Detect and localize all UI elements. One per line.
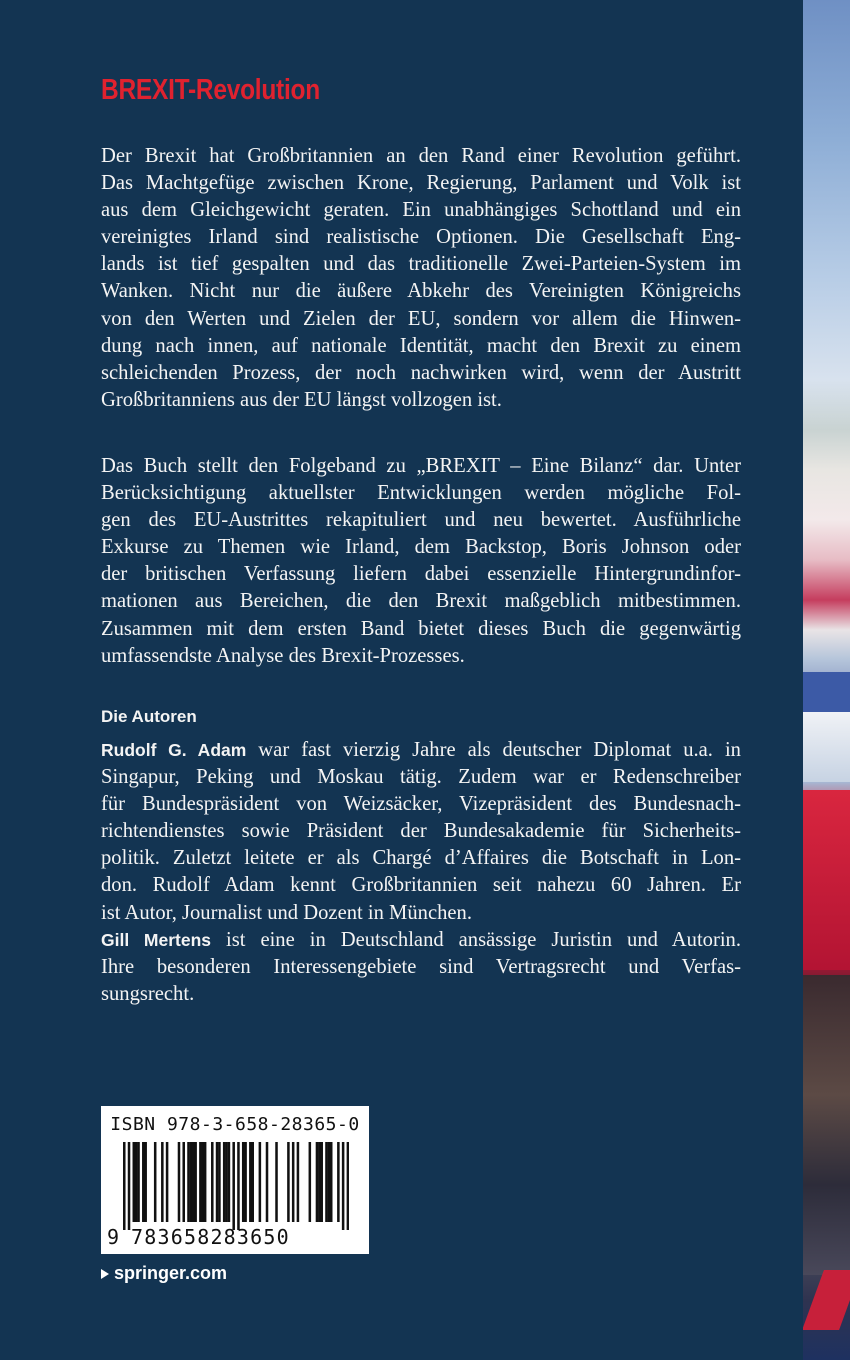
bus-red-shape	[803, 1270, 850, 1330]
author-name: Rudolf G. Adam	[101, 740, 247, 760]
text-line: schleichenden Prozess, der noch nachwirken wird, wenn der Austritt	[101, 361, 741, 384]
text-line: gen des EU-Austrittes rekapituliert und neu bewertet. Ausführliche	[101, 509, 741, 532]
barcode-bar	[330, 1142, 333, 1222]
barcode-bar	[178, 1142, 181, 1222]
text-line: Singapur, Peking und Moskau tätig. Zudem war er Redenschreiber	[101, 766, 741, 789]
cover-photo-edge	[803, 0, 850, 1360]
building-silhouette	[803, 975, 850, 1275]
text-line: don. Rudolf Adam kennt Großbritannien seit nahezu 60 Jahren. Er	[101, 874, 741, 897]
barcode-bar	[320, 1142, 323, 1222]
authors-heading: Die Autoren	[101, 707, 197, 726]
barcode-bar	[133, 1142, 136, 1222]
barcode-bar	[244, 1142, 247, 1222]
text-line: mationen aus Bereichen, die den Brexit maßgeblich mitbestimmen.	[101, 590, 741, 613]
description-paragraph-2	[101, 453, 741, 670]
barcode-bar	[259, 1142, 262, 1222]
text-line: Das Machtgefüge zwischen Krone, Regierung, Parlament und Volk ist	[101, 172, 741, 195]
text-line: Berücksichtigung aktuellster Entwicklungen werden mögliche Fol-	[101, 482, 741, 505]
text-line: vereinigtes Irland sind realistische Optionen. Die Gesellschaft Eng-	[101, 226, 741, 249]
barcode-bar	[154, 1142, 157, 1222]
barcode-bar	[292, 1142, 295, 1222]
text-line: politik. Zuletzt leitete er als Chargé d’Affaires die Botschaft in Lon-	[101, 847, 741, 870]
barcode-bar	[309, 1142, 312, 1222]
barcode-bar	[192, 1142, 195, 1222]
barcode-bar	[187, 1142, 190, 1222]
flag-white-band	[803, 712, 850, 782]
barcode-bar	[123, 1142, 126, 1230]
barcode-bar	[232, 1142, 235, 1230]
barcode-bar	[190, 1142, 193, 1222]
isbn-digit-first: 9	[107, 1225, 120, 1249]
text-line: Der Brexit hat Großbritannien an den Rand einer Revolution geführt.	[101, 145, 741, 167]
barcode-bar	[144, 1142, 147, 1222]
text-line: Ihre besonderen Interessengebiete sind Vertragsrecht und Verfas-	[101, 955, 741, 978]
barcode-bar	[211, 1142, 214, 1222]
isbn-label: ISBN 978-3-658-28365-0	[110, 1114, 360, 1135]
barcode-bar	[194, 1142, 197, 1222]
barcode-bars	[123, 1142, 349, 1230]
text-line: von den Werten und Zielen der EU, sondern vor allem die Hinwen-	[101, 307, 741, 330]
barcode-bar	[347, 1142, 349, 1230]
text-line: umfassendste Analyse des Brexit-Prozesses.	[101, 644, 465, 667]
book-title: BREXIT-Revolution	[101, 74, 320, 106]
barcode-bar	[242, 1142, 245, 1222]
barcode-bar	[249, 1142, 252, 1222]
barcode-bar	[225, 1142, 228, 1222]
barcode-bar	[204, 1142, 207, 1222]
barcode-bar	[137, 1142, 140, 1222]
text-line: ist Autor, Journalist und Dozent in München.	[101, 901, 472, 924]
barcode-bar	[228, 1142, 231, 1222]
barcode-bar	[337, 1142, 340, 1222]
text-line: Wanken. Nicht nur die äußere Abkehr des Vereinigten Königreichs	[101, 280, 741, 303]
barcode-bar	[166, 1142, 169, 1222]
barcode-bar	[135, 1142, 138, 1222]
barcode-bar	[142, 1142, 145, 1222]
barcode-bar	[202, 1142, 205, 1222]
text-line	[101, 927, 741, 954]
barcode-bar	[199, 1142, 202, 1222]
barcode-bar	[182, 1142, 185, 1222]
barcode-bar	[287, 1142, 290, 1222]
text-line: der britischen Verfassung liefern dabei essenzielle Hintergrundinfor-	[101, 563, 741, 586]
publisher-link-label: springer.com	[114, 1263, 228, 1283]
barcode-bar	[297, 1142, 300, 1222]
barcode-bar	[216, 1142, 219, 1222]
barcode-bar	[325, 1142, 328, 1222]
barcode-bar	[223, 1142, 226, 1222]
text-line: lands ist tief gespalten und das traditionelle Zwei-Parteien-System im	[101, 253, 741, 276]
authors-section	[101, 737, 741, 1008]
text-line: richtendienstes sowie Präsident der Bundesakademie für Sicherheits-	[101, 820, 741, 843]
text-line: dung nach innen, auf nationale Identität, macht den Brexit zu einem	[101, 334, 741, 357]
flag-blue-band	[803, 672, 850, 712]
text-line: Großbritanniens aus der EU längst vollzogen ist.	[101, 388, 502, 411]
barcode-bar	[161, 1142, 164, 1222]
author-bio-start: war fast vierzig Jahre als deutscher Diplomat u.a. in	[246, 739, 741, 761]
barcode-bar	[316, 1142, 319, 1222]
barcode-bar	[318, 1142, 321, 1222]
flag-red-band	[803, 790, 850, 970]
barcode-bar	[266, 1142, 269, 1222]
author-name: Gill Mertens	[101, 929, 212, 950]
barcode-bar	[275, 1142, 278, 1222]
text-line: Exkurse zu Themen wie Irland, dem Backstop, Boris Johnson oder	[101, 536, 741, 559]
barcode-bar	[342, 1142, 345, 1230]
text-line: Das Buch stellt den Folgeband zu „BREXIT – Eine Bilanz“ dar. Unter	[101, 455, 741, 477]
text-line: aus dem Gleichgewicht geraten. Ein unabhängiges Schottland und ein	[101, 199, 741, 222]
barcode-bar	[237, 1142, 240, 1230]
barcode-bar	[128, 1142, 131, 1230]
description-paragraph-1	[101, 143, 741, 414]
isbn-digits-rest: 783658283650	[131, 1225, 290, 1249]
text-line: sungsrecht.	[101, 982, 195, 1005]
text-line	[101, 737, 741, 764]
barcode-bar	[218, 1142, 221, 1222]
barcode-bar	[251, 1142, 254, 1222]
text-line: für Bundespräsident von Weizsäcker, Vizepräsident des Bundesnach-	[101, 793, 741, 816]
text-line: Zusammen mit dem ersten Band bietet dieses Buch die gegenwärtig	[101, 617, 741, 640]
publisher-link[interactable]	[101, 1263, 227, 1284]
arrow-right-icon	[101, 1269, 109, 1279]
author-bio-start: ist eine in Deutschland ansässige Juristin und Autorin.	[211, 928, 742, 951]
barcode-bar	[328, 1142, 331, 1222]
isbn-barcode	[101, 1106, 369, 1254]
